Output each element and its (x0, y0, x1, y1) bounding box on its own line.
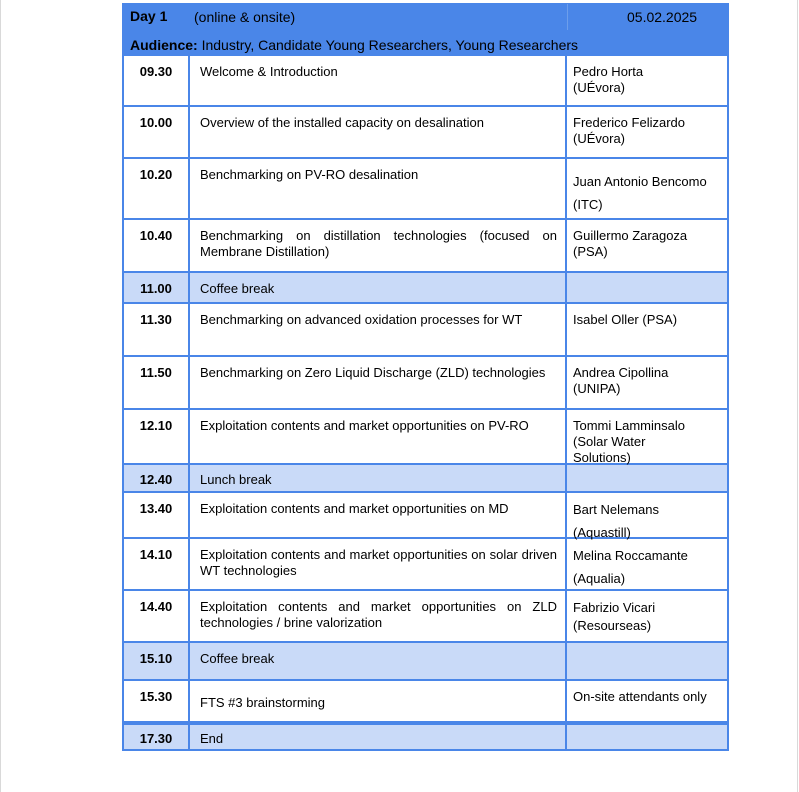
schedule-header (122, 3, 729, 56)
session-title: Exploitation contents and market opportunities on MD (190, 493, 567, 537)
table-row (122, 304, 729, 357)
header-divider (567, 4, 568, 30)
time-cell: 12.10 (124, 410, 190, 463)
speaker-cell (567, 493, 727, 540)
schedule-table (122, 3, 729, 751)
session-title: Exploitation contents and market opportunities on PV-RO (190, 410, 567, 463)
session-title: Benchmarking on PV-RO desalination (190, 159, 567, 218)
table-row-break (122, 723, 729, 751)
speaker-cell (567, 357, 727, 408)
speaker-name: Andrea Cipollina (573, 365, 669, 380)
table-row (122, 493, 729, 539)
speaker-affiliation: (UÉvora) (573, 80, 626, 95)
session-title: Benchmarking on Zero Liquid Discharge (ZLD) technologies (190, 357, 567, 408)
time-cell: 12.40 (124, 465, 190, 491)
day-label: Day 1 (130, 8, 168, 24)
audience-label: Audience: (130, 37, 198, 53)
speaker-affiliation: (UÉvora) (573, 131, 626, 146)
speaker-cell (567, 304, 727, 355)
time-cell: 17.30 (124, 725, 190, 749)
session-title: FTS #3 brainstorming (190, 681, 567, 721)
session-title: Exploitation contents and market opportunities on ZLD technologies / brine valorization (190, 591, 567, 641)
session-title: Welcome & Introduction (190, 56, 567, 105)
time-cell: 15.30 (124, 681, 190, 721)
speaker-affiliation: (Aqualia) (573, 571, 626, 586)
time-cell: 11.30 (124, 304, 190, 355)
speaker-name: Bart Nelemans (573, 502, 659, 517)
session-title: Benchmarking on advanced oxidation processes for WT (190, 304, 567, 355)
time-cell: 14.40 (124, 591, 190, 641)
time-cell: 10.40 (124, 220, 190, 271)
speaker-name: Frederico Felizardo (573, 115, 685, 130)
speaker-cell (567, 107, 727, 157)
speaker-name: On-site attendants only (573, 689, 707, 704)
table-row (122, 159, 729, 220)
time-cell: 11.50 (124, 357, 190, 408)
speaker-cell (567, 220, 727, 271)
table-row (122, 591, 729, 643)
time-cell: 15.10 (124, 643, 190, 679)
table-row (122, 220, 729, 273)
session-title: Coffee break (190, 273, 567, 302)
speaker-affiliation: (Solar Water (573, 434, 646, 449)
time-cell: 10.20 (124, 159, 190, 218)
speaker-name: Juan Antonio Bencomo (573, 174, 707, 189)
speaker-affiliation: (PSA) (573, 244, 608, 259)
table-row (122, 410, 729, 465)
session-title: Coffee break (190, 643, 567, 679)
speaker-cell (567, 681, 727, 721)
speaker-name: Fabrizio Vicari (573, 600, 656, 615)
speaker-name: Pedro Horta (573, 64, 644, 79)
speaker-affiliation: Solutions) (573, 450, 631, 465)
event-date: 05.02.2025 (627, 9, 698, 25)
page-edge (0, 0, 1, 792)
speaker-cell (567, 410, 727, 463)
session-title: Exploitation contents and market opportunities on solar driven WT technologies (190, 539, 567, 589)
table-row-break (122, 643, 729, 681)
table-row (122, 107, 729, 159)
time-cell: 13.40 (124, 493, 190, 537)
speaker-name: Isabel Oller (PSA) (573, 312, 678, 327)
speaker-affiliation: (Aquastill) (573, 525, 631, 540)
speaker-name: Tommi Lamminsalo (573, 418, 685, 433)
session-title: Lunch break (190, 465, 567, 491)
table-row-break (122, 465, 729, 493)
speaker-cell (567, 725, 727, 749)
table-row (122, 539, 729, 591)
attendance-mode: (online & onsite) (194, 9, 296, 25)
table-row (122, 681, 729, 723)
speaker-name: Melina Roccamante (573, 548, 688, 563)
session-title: Overview of the installed capacity on desalination (190, 107, 567, 157)
speaker-cell (567, 273, 727, 302)
speaker-cell (567, 56, 727, 105)
time-cell: 10.00 (124, 107, 190, 157)
time-cell: 09.30 (124, 56, 190, 105)
session-title: Benchmarking on distillation technologies (focused on Membrane Distillation) (190, 220, 567, 271)
table-row-break (122, 273, 729, 304)
page-edge (797, 0, 798, 792)
speaker-cell (567, 159, 727, 218)
audience-value: Industry, Candidate Young Researchers, Young Researchers (197, 37, 579, 53)
speaker-affiliation: (Resourseas) (573, 618, 652, 633)
speaker-cell (567, 591, 727, 641)
speaker-cell (567, 465, 727, 491)
session-title: End (190, 725, 567, 749)
audience-line (130, 37, 578, 53)
speaker-affiliation: (UNIPA) (573, 381, 621, 396)
speaker-cell (567, 643, 727, 679)
speaker-affiliation: (ITC) (573, 197, 603, 212)
speaker-cell (567, 539, 727, 589)
table-row (122, 56, 729, 107)
table-row (122, 357, 729, 410)
time-cell: 11.00 (124, 273, 190, 302)
time-cell: 14.10 (124, 539, 190, 589)
speaker-name: Guillermo Zaragoza (573, 228, 688, 243)
